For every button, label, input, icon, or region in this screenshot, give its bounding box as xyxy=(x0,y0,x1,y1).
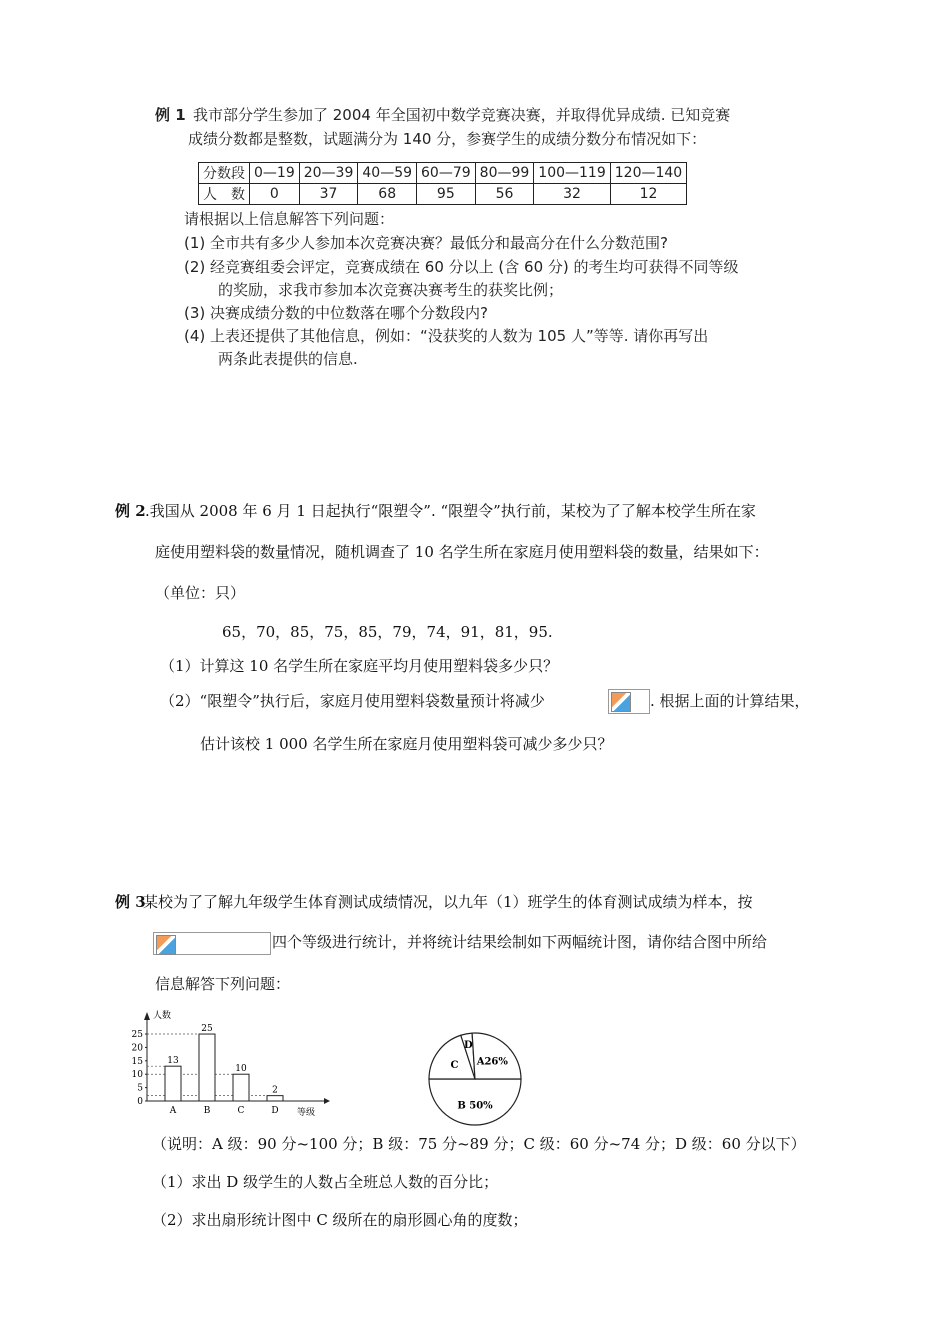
broken-image-icon xyxy=(611,692,631,712)
table-cell: 80—99 xyxy=(475,163,534,184)
y-tick-label: 5 xyxy=(137,1083,143,1094)
x-axis-label: 等级 xyxy=(297,1108,316,1118)
ex1-q1: (1) 全市共有多少人参加本次竞赛决赛？最低分和最高分在什么分数范围? xyxy=(184,234,668,252)
y-tick-label: 20 xyxy=(131,1043,143,1054)
bar xyxy=(199,1034,215,1101)
ex1-line1: 我市部分学生参加了 2004 年全国初中数学竞赛决赛，并取得优异成绩. 已知竞赛 xyxy=(193,106,731,124)
ex1-q2a: (2) 经竞赛组委会评定，竞赛成绩在 60 分以上 (含 60 分) 的考生均可获得不同等级 xyxy=(184,258,739,276)
table-row xyxy=(199,184,687,205)
ex3-q1: （1）求出 D 级学生的人数占全班总人数的百分比； xyxy=(152,1173,499,1191)
table-cell: 0—19 xyxy=(250,163,300,184)
ex2-q2b: 估计该校 1 000 名学生所在家庭月使用塑料袋可减少多少只？ xyxy=(200,735,613,753)
y-tick-label: 15 xyxy=(131,1056,143,1067)
ex2-q2a: （2）“限塑令”执行后，家庭月使用塑料袋数量预计将减少 xyxy=(160,692,545,710)
y-axis-label: 人数 xyxy=(153,1011,172,1021)
table-cell: 60—79 xyxy=(417,163,476,184)
y-axis-arrow xyxy=(144,1012,150,1020)
y-tick-label: 0 xyxy=(137,1097,143,1107)
bar-value-label: 25 xyxy=(201,1024,213,1035)
bar xyxy=(233,1074,249,1101)
table-cell: 32 xyxy=(534,184,610,205)
x-axis-arrow xyxy=(324,1098,330,1104)
table-cell: 120—140 xyxy=(610,163,686,184)
ex3-line3: 信息解答下列问题： xyxy=(155,975,291,993)
x-tick-label: A xyxy=(169,1106,177,1116)
x-tick-label: C xyxy=(237,1106,245,1116)
table-cell: 68 xyxy=(358,184,417,205)
ex1-q4a: (4) 上表还提供了其他信息，例如：“没获奖的人数为 105 人”等等. 请你再写出 xyxy=(184,327,709,345)
ex3-line1: 某校为了了解九年级学生体育测试成绩情况，以九年（1）班学生的体育测试成绩为样本，按 xyxy=(143,893,753,911)
table-cell: 分数段 xyxy=(199,163,250,184)
ex3-line2: 四个等级进行统计，并将统计结果绘制如下两幅统计图，请你结合图中所给 xyxy=(272,933,768,951)
ex3-q2: （2）求出扇形统计图中 C 级所在的扇形圆心角的度数； xyxy=(152,1211,528,1229)
x-tick-label: B xyxy=(203,1106,211,1116)
table-cell: 12 xyxy=(610,184,686,205)
ex2-unit: （单位：只） xyxy=(155,584,246,602)
ex1-q3: (3) 决赛成绩分数的中位数落在哪个分数段内? xyxy=(184,304,488,322)
bar xyxy=(267,1096,283,1101)
pie-slice-label: D xyxy=(463,1039,473,1051)
bar-value-label: 10 xyxy=(235,1064,247,1075)
ex2-label: 例 2 xyxy=(115,502,146,520)
table-cell: 20—39 xyxy=(299,163,358,184)
pie-slice-label: B 50% xyxy=(457,1100,493,1112)
ex1-line2: 成绩分数都是整数，试题满分为 140 分，参赛学生的成绩分数分布情况如下： xyxy=(188,130,707,148)
ex2-line1: .我国从 2008 年 6 月 1 日起执行“限塑令”. “限塑令”执行前，某校为了了解本校学生所在家 xyxy=(145,502,756,520)
bar-chart xyxy=(125,1008,340,1123)
ex3-label: 例 3 xyxy=(115,893,146,911)
table-cell: 37 xyxy=(299,184,358,205)
broken-image-icon xyxy=(156,935,176,955)
ex2-q2a-tail: . 根据上面的计算结果， xyxy=(650,692,810,710)
bar-value-label: 2 xyxy=(272,1085,278,1096)
pie-slice-label: A26% xyxy=(476,1056,508,1068)
ex2-line2: 庭使用塑料袋的数量情况，随机调查了 10 名学生所在家庭月使用塑料袋的数量，结果如下： xyxy=(155,543,769,561)
ex3-note: （说明：A 级：90 分~100 分；B 级：75 分~89 分；C 级：60 分~74 分；D 级：60 分以下） xyxy=(152,1135,806,1153)
table-cell: 56 xyxy=(475,184,534,205)
pie-chart xyxy=(420,1024,530,1134)
score-table xyxy=(198,162,687,205)
ex1-label: 例 1 xyxy=(155,106,186,124)
y-tick-label: 25 xyxy=(131,1030,143,1041)
ex1-q4b: 两条此表提供的信息. xyxy=(218,350,358,368)
bar xyxy=(165,1066,181,1101)
bar-value-label: 13 xyxy=(167,1056,179,1067)
ex2-data: 65，70，85，75，85，79，74，91，81，95. xyxy=(222,623,553,641)
formula-image-placeholder xyxy=(608,689,650,714)
ex1-prompt: 请根据以上信息解答下列问题： xyxy=(184,210,395,228)
table-cell: 95 xyxy=(417,184,476,205)
table-cell: 0 xyxy=(250,184,300,205)
table-header-row xyxy=(199,163,687,184)
ex2-q1: （1）计算这 10 名学生所在家庭平均月使用塑料袋多少只？ xyxy=(160,657,559,675)
ex1-q2b: 的奖励，求我市参加本次竞赛决赛考生的获奖比例； xyxy=(218,281,564,299)
table-cell: 40—59 xyxy=(358,163,417,184)
table-cell: 100—119 xyxy=(534,163,610,184)
grades-image-placeholder xyxy=(153,932,271,955)
y-tick-label: 10 xyxy=(131,1070,143,1081)
pie-slice-label: C xyxy=(450,1060,459,1072)
table-cell: 人 数 xyxy=(199,184,250,205)
x-tick-label: D xyxy=(271,1106,279,1116)
